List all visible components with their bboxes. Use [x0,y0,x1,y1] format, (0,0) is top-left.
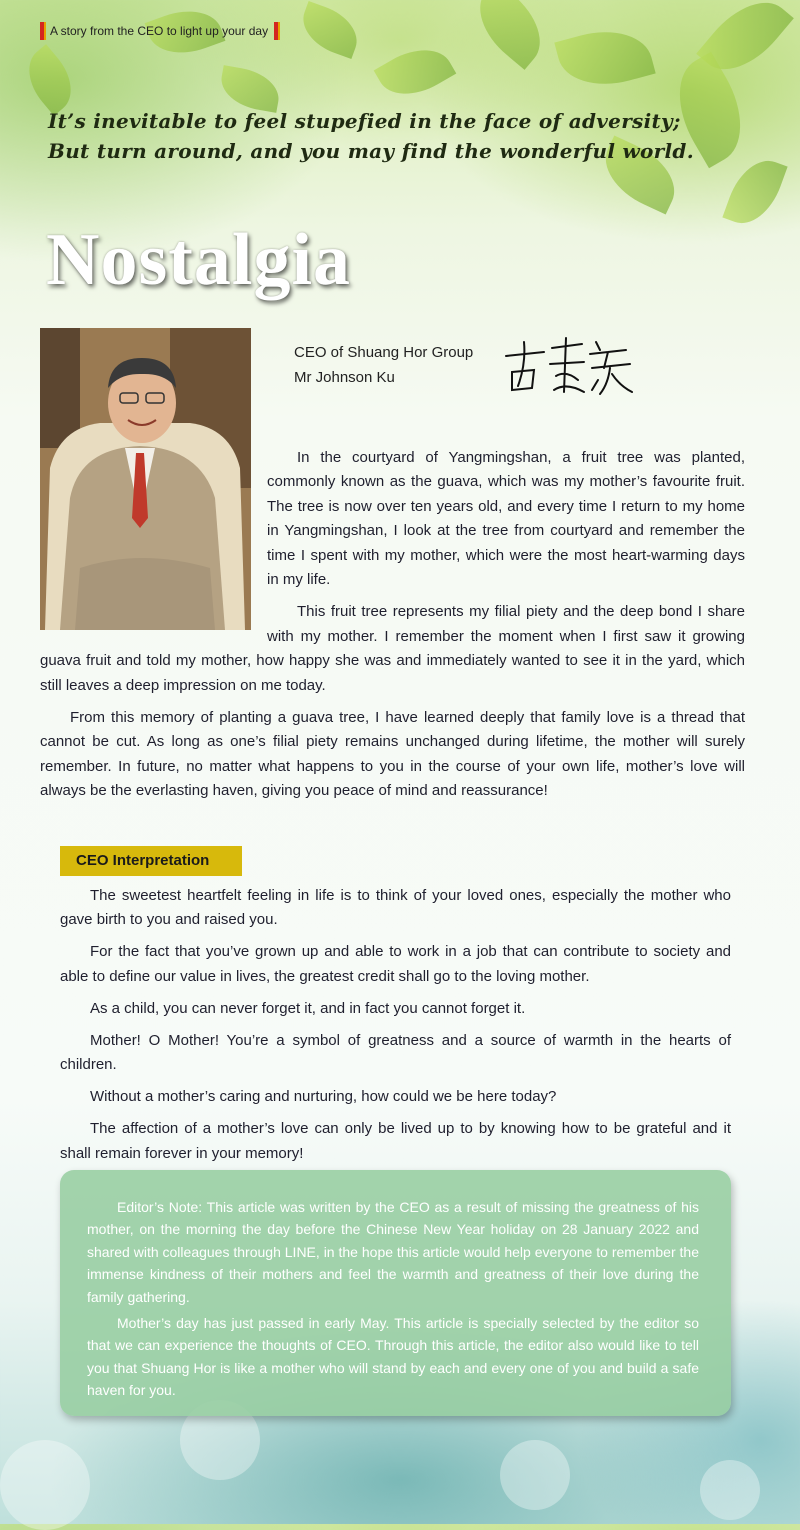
article-body [40,446,745,812]
editor-note-box [60,1170,731,1416]
interpretation-paragraph: Mother! O Mother! You’re a symbol of greatness and a source of warmth in the hearts of children. [60,1031,731,1074]
section-tag [40,22,278,40]
section-tag-text: A story from the CEO to light up your day [50,24,269,38]
quote-line-1: It’s inevitable to feel stupefied in the face of adversity; [48,109,681,133]
page-title: Nostalgia [46,219,351,301]
leaf-decoration [374,35,457,108]
author-byline [294,340,473,390]
bokeh-decoration [700,1460,760,1520]
editor-note-paragraph: Editor’s Note: This article was written by the CEO as a result of missing the greatness of his mother, on the morning the day before the Chinese New Year holiday on 28 January 2022 and shared with colleagues through LINE, in the hope this article would help everyone to remember the immense kindness of their mothers and feel the warmth and greatness of their love during the family gathering. [87,1199,699,1305]
author-name: Mr Johnson Ku [294,369,395,386]
ceo-interpretation-body [60,884,731,1174]
photo-wrap-spacer [40,446,267,644]
author-role: CEO of Shuang Hor Group [294,344,474,361]
tag-bar-left [40,22,44,40]
interpretation-paragraph: For the fact that you’ve grown up and able to work in a job that can contribute to society and able to define our value in lives, the greatest credit shall go to the loving mother. [60,943,731,985]
bokeh-decoration [500,1440,570,1510]
leaf-decoration [554,19,655,96]
interpretation-paragraph: As a child, you can never forget it, and in fact you cannot forget it. [90,999,526,1017]
leaf-decoration [463,0,556,70]
leaf-decoration [295,1,365,59]
interpretation-paragraph: Without a mother’s caring and nurturing, how could we be here today? [90,1088,557,1106]
handwritten-signature [500,334,640,400]
interpretation-paragraph: The sweetest heartfelt feeling in life is to think of your loved ones, especially the mother who gave birth to you and raised you. [60,887,731,929]
article-paragraph: From this memory of planting a guava tree, I have learned deeply that family love is a thread that cannot be cut. As long as one’s filial piety remains unchanged during lifetime, the mother will surely remember. In future, no matter what happens to you in the course of your own life, mother’s love will always be the everlasting haven, giving you peace of mind and reassurance! [40,709,745,800]
article-paragraph: This fruit tree represents my filial piety and the deep bond I share with my mother. I remember the moment when I first saw it growing guava fruit and told my mother, how happy she was and immediately wanted to see it in the yard, which still leaves a deep impression on me today. [40,603,745,694]
interpretation-paragraph: The affection of a mother’s love can only be lived up to by knowing how to be grateful and it shall remain forever in your memory! [60,1120,731,1162]
article-paragraph: In the courtyard of Yangmingshan, a fruit tree was planted, commonly known as the guava, which was my mother’s favourite fruit. The tree is now over ten years old, and every time I return to my home in Yangmingshan, I look at the tree from courtyard and remember the time I spent with my mother, which were the most heart-warming days in my life. [267,449,745,589]
quote-line-2: But turn around, and you may find the wonderful world. [48,139,694,163]
bokeh-decoration [0,1440,90,1530]
leaf-decoration [722,152,787,233]
tag-bar-right [274,22,278,40]
ceo-interpretation-label: CEO Interpretation [60,846,242,876]
opening-quote [48,106,694,166]
editor-note-paragraph: Mother’s day has just passed in early May. This article is specially selected by the editor so that we can experience the thoughts of CEO. Through this article, the editor also would like to tell you that Shuang Hor is like a mother who will stand by each and every one of you and build a safe haven for you. [87,1315,699,1399]
